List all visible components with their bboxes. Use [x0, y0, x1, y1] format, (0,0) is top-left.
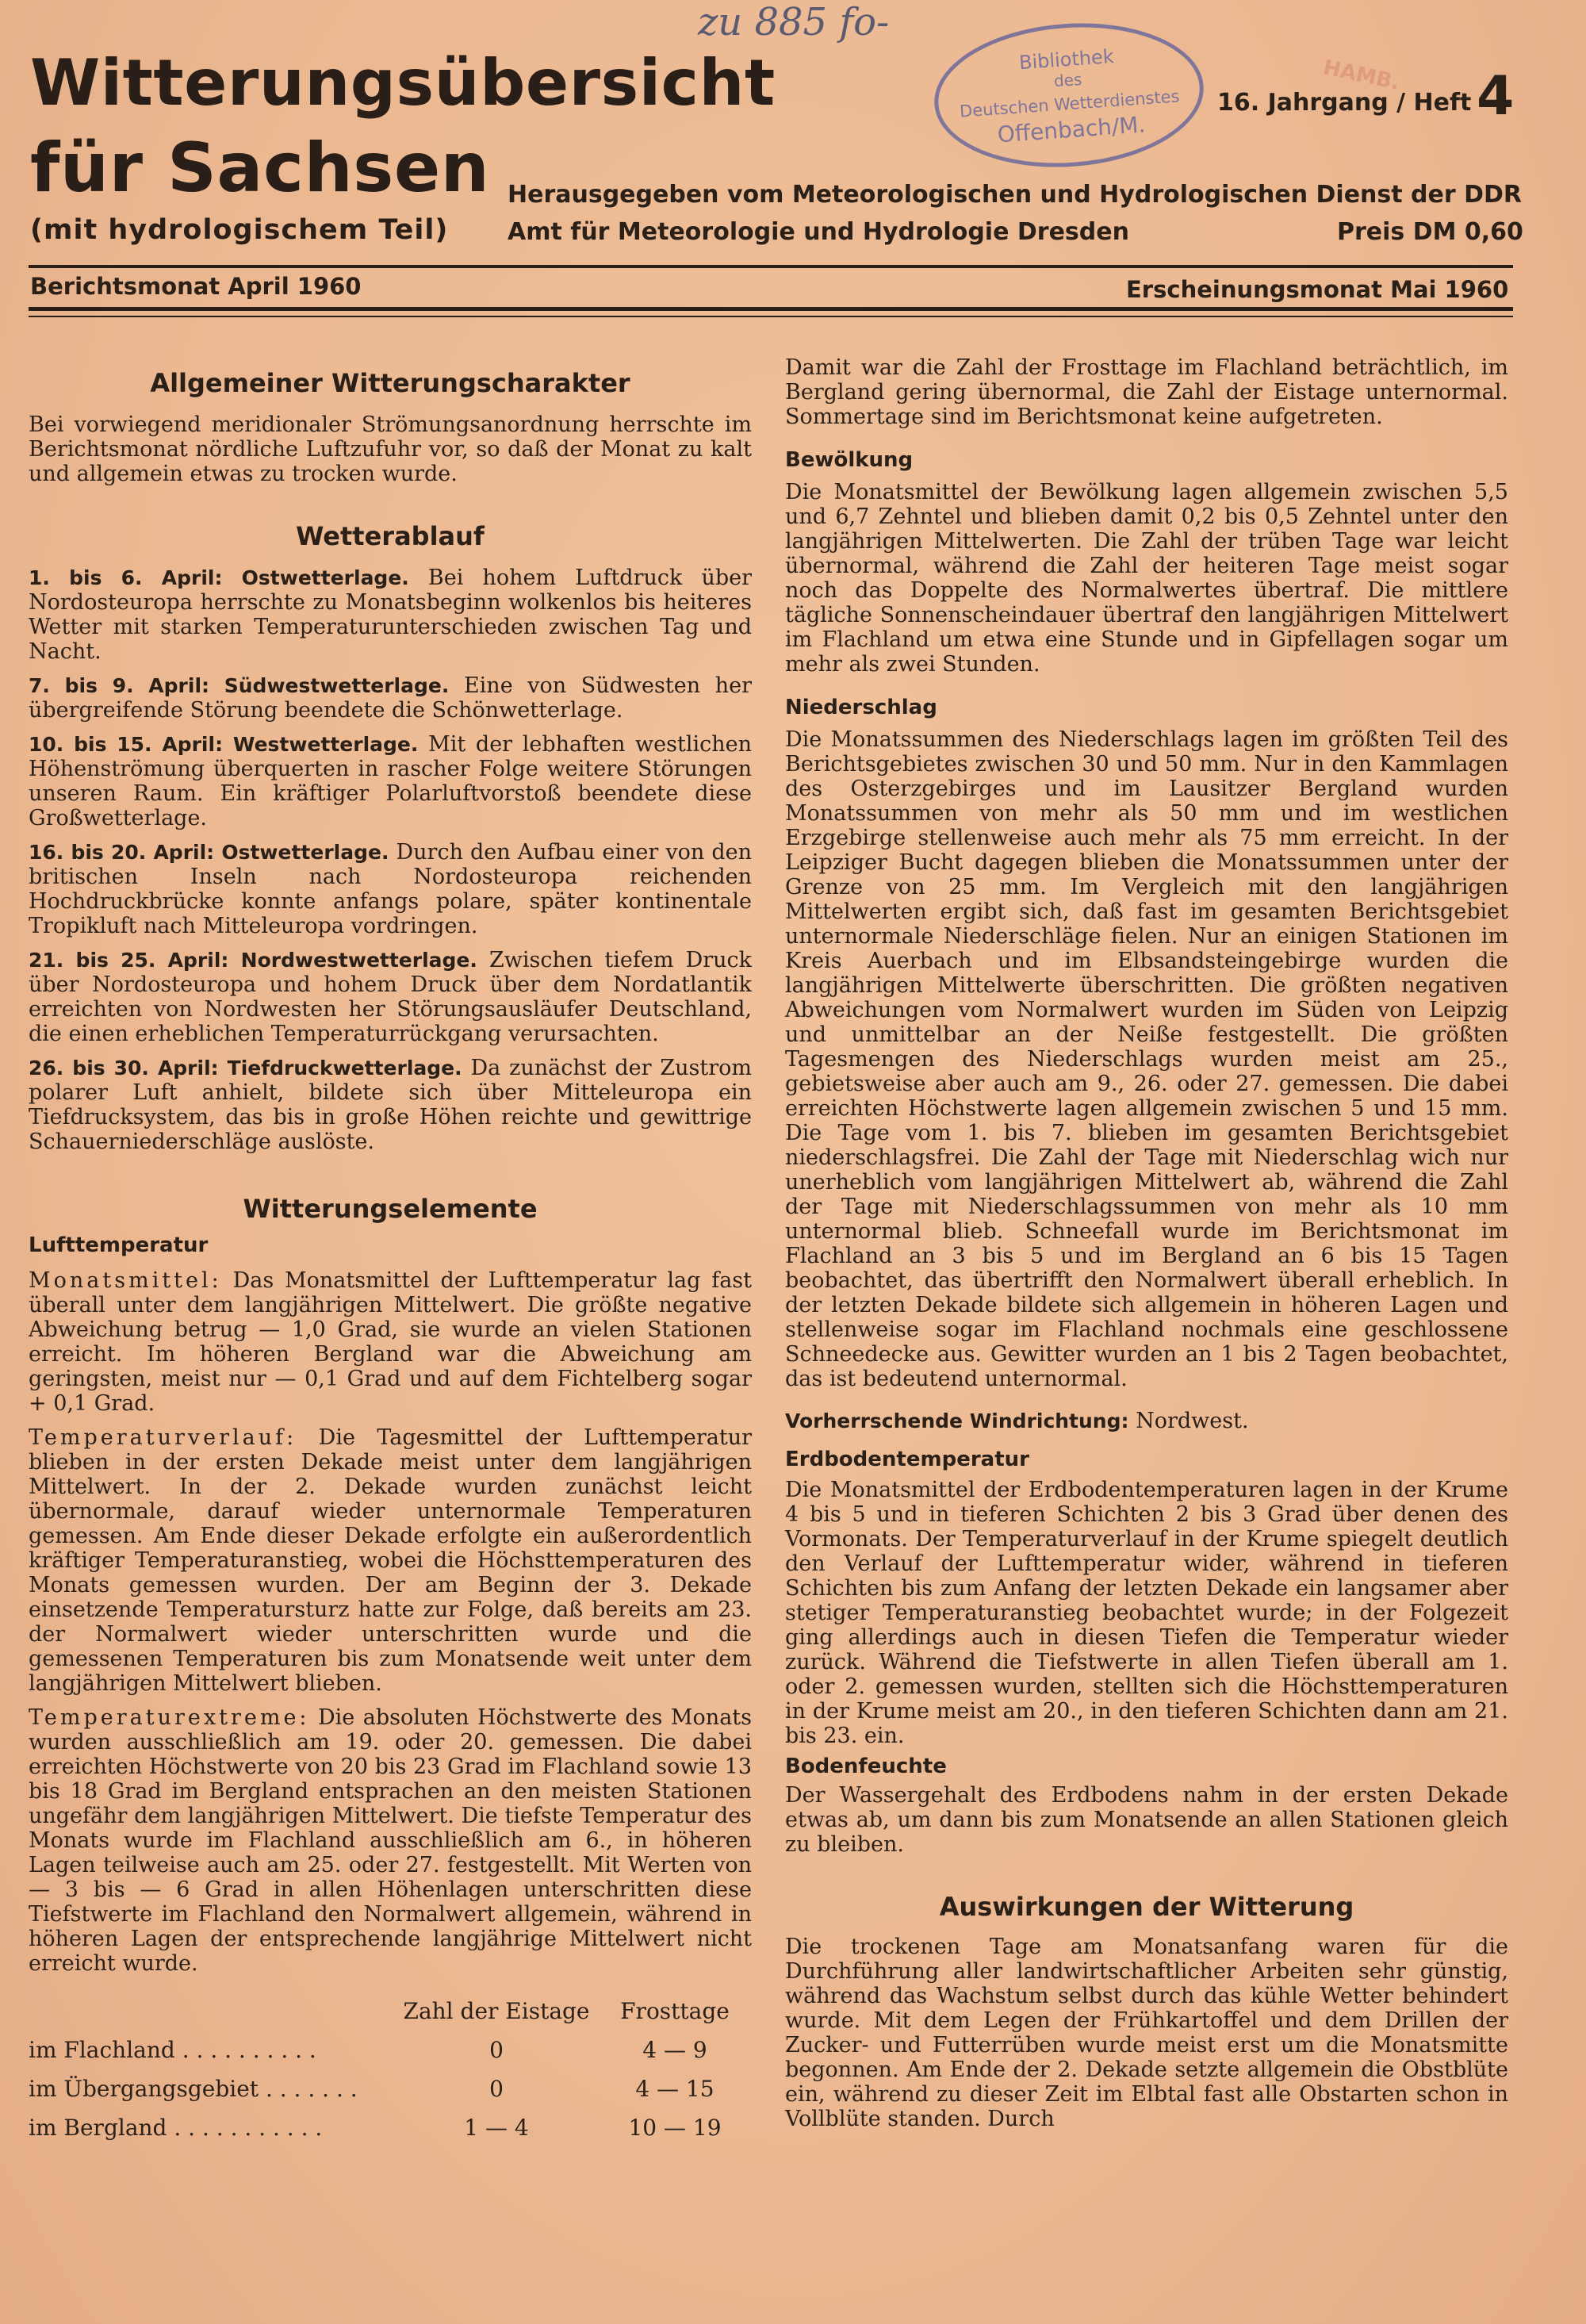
- publication-region: für Sachsen: [30, 128, 490, 208]
- term-text: Die absoluten Höchstwerte des Monats wurden ausschließlich am 19. oder 20. gemessen. Die dabei erreichten Höchstwerte von 20 bis 23 Grad im Flachland sowie 13 bis 18 Grad im Bergland entsprachen an den meisten Stationen ungefähr dem langjährigen Mittelwert. Die tiefste Temperatur des Monats wurde im Flachland ausschließlich am 6., in höheren Lagen teilweise auch am 25. oder 27. festgestellt. Mit Werten von — 3 bis — 6 Grad in allen Höhenlagen unterschritten diese Tiefstwerte im Flachland den Normalwert allgemein, während in höheren Lagen der entsprechende langjährige Mittelwert nicht erreicht wurde.: [29, 1705, 752, 1976]
- faint-stamp: HAMB.: [1320, 56, 1402, 95]
- wind-label: Vorherrschende Windrichtung:: [785, 1409, 1129, 1432]
- leader-dots: . . . . . . . . . . .: [174, 2115, 323, 2141]
- subheading-soil-temperature: Erdbodentemperatur: [785, 1448, 1029, 1471]
- divider: [29, 316, 1513, 317]
- right-column: [785, 355, 1508, 2131]
- section-heading-weather-course: Wetterablauf: [296, 521, 485, 551]
- cell-frost-days: 4 — 9: [642, 2037, 707, 2063]
- subheading-air-temperature: Lufttemperatur: [29, 1233, 209, 1257]
- leader-dots: . . . . . . .: [265, 2076, 358, 2102]
- section-heading-effects: Auswirkungen der Witterung: [939, 1892, 1354, 1922]
- paragraph-frost-summary: Damit war die Zahl der Frosttage im Flachland beträchtlich, im Bergland gering übernormal, die Zahl der Eistage unternormal. Sommertage sind im Berichtsmonat keine aufgetreten.: [785, 355, 1508, 429]
- handwritten-note: zu 885 fo-: [698, 0, 890, 44]
- cell-ice-days: 1 — 4: [464, 2115, 529, 2141]
- cell-frost-days: 4 — 15: [635, 2076, 714, 2102]
- issue-number: 4: [1477, 65, 1515, 128]
- publisher-office: Amt für Meteorologie und Hydrologie Dresden: [508, 218, 1129, 246]
- cell-frost-days: 10 — 19: [628, 2115, 722, 2141]
- paragraph-precipitation: Die Monatssummen des Niederschlags lagen im größten Teil des Berichtsgebietes zwischen 30 und 50 mm. Nur in den Kammlagen des Osterzgebirges und im Lausitzer Bergland wurden Monatssummen von mehr als 50 mm und im westlichen Erzgebirge stellenweise auch mehr als 75 mm erreicht. In der Leipziger Bucht dagegen blieben die Monatssummen unter der Grenze von 25 mm. Im Vergleich mit den langjährigen Mittelwerten ergibt sich, daß fast im gesamten Berichtsgebiet unternormale Niederschläge fielen. Nur an einigen Stationen im Kreis Auerbach und im Elbsandsteingebirge wurden die langjährigen Mittelwerte überschritten. Die größten negativen Abweichungen vom Normalwert wurden im Süden von Leipzig und unmittelbar an der Neiße festgestellt. Die größten Tagesmengen des Niederschlags wurden meist am 25., gebietsweise aber auch am 9., 26. oder 27. gemessen. Die dabei erreichten Höchstwerte lagen allgemein zwischen 5 und 15 mm. Die Tage vom 1. bis 7. blieben im gesamten Berichtsgebiet niederschlagsfrei. Die Zahl der Tage mit Niederschlag wich nur unerheblich vom langjährigen Mittelwert ab, während die Zahl der Tage mit Niederschlagssummen von mehr als 10 mm unternormal blieb. Schneefall wurde im Berichtsmonat im Flachland an 3 bis 5 und im Bergland an 6 bis 15 Tagen beobachtet, das übertrifft den Normalwert überall erheblich. In der letzten Dekade bildete sich allgemein in höheren Lagen und stellenweise sogar im Flachland nochmals eine geschlossene Schneedecke aus. Gewitter wurden an 1 bis 2 Tagen beobachtet, das ist bedeutend unternormal.: [785, 727, 1508, 1391]
- weather-period: [29, 1056, 752, 1154]
- paragraph-temperature-extremes: [29, 1705, 752, 1976]
- period-text: Eine von Südwesten her übergreifende Störung beendete die Schönwetterlage.: [29, 673, 752, 723]
- price: Preis DM 0,60: [1337, 218, 1523, 246]
- paragraph-character: Bei vorwiegend meridionaler Strömungsanordnung herrschte im Berichtsmonat nördliche Luftzufuhr vor, so daß der Monat zu kalt und allgemein etwas zu trocken wurde.: [29, 412, 752, 486]
- report-month: Berichtsmonat April 1960: [30, 273, 362, 300]
- period-label: 1. bis 6. April: Ostwetterlage.: [29, 566, 409, 589]
- period-text: Durch den Aufbau einer von den britischen Inseln nach Nordosteuropa reichenden Hochdruckbrücke konnte anfangs polare, später kontinentale Tropikluft nach Mitteleuropa vordringen.: [29, 840, 752, 938]
- column-header-ice-days: Zahl der Eistage: [403, 1998, 590, 2024]
- paragraph-soil-temperature: Die Monatsmittel der Erdbodentemperaturen lagen in der Krume 4 bis 5 und in tieferen Schichten 2 bis 3 Grad über denen des Vormonats. Der Temperaturverlauf in der Krume spiegelt deutlich den Verlauf der Lufttemperatur wider, während in tieferen Schichten bis zum Anfang der letzten Dekade ein langsamer aber stetiger Temperaturanstieg beobachtet wurde; in der Folgezeit ging allerdings auch in diesen Tiefen die Temperatur wieder zurück. Während die Tiefstwerte in allen Tiefen überall am 1. oder 2. gemessen wurden, stellten sich die Höchsttemperaturen in der Krume meist am 20., in den tieferen Schichten dann am 21. bis 23. ein.: [785, 1478, 1508, 1748]
- weather-period: [29, 948, 752, 1046]
- paragraph-wind: [785, 1409, 1508, 1433]
- paragraph-soil-moisture: Der Wassergehalt des Erdbodens nahm in der ersten Dekade etwas ab, um dann bis zum Monatsende an allen Stationen gleich zu bleiben.: [785, 1783, 1508, 1857]
- row-label: im Flachland: [29, 2037, 175, 2063]
- period-label: 21. bis 25. April: Nordwestwetterlage.: [29, 949, 477, 972]
- period-text: Zwischen tiefem Druck über Nordosteuropa und hohem Druck über dem Nordatlantik erreichten von Nordwesten her Störungsausläufer Deutschland, die einen erheblichen Temperaturrückgang verursachten.: [29, 948, 752, 1046]
- stamp-line: Offenbach/M.: [996, 111, 1147, 148]
- volume-info: 16. Jahrgang / Heft: [1217, 89, 1472, 117]
- period-label: 7. bis 9. April: Südwestwetterlage.: [29, 674, 450, 697]
- stamp-line: des: [1053, 69, 1083, 91]
- section-heading-character: Allgemeiner Witterungscharakter: [150, 368, 630, 398]
- term-label: Temperaturextreme:: [29, 1705, 310, 1730]
- publisher-line: Herausgegeben vom Meteorologischen und Hydrologischen Dienst der DDR: [508, 181, 1523, 209]
- weather-period: [29, 673, 752, 723]
- period-label: 16. bis 20. April: Ostwetterlage.: [29, 841, 389, 864]
- term-text: Die Tagesmittel der Lufttemperatur blieben in der ersten Dekade meist unter dem langjährigen Mittelwert. In der 2. Dekade wurden zunächst leicht übernormale, darauf wieder unternormale Temperaturen gemessen. Am Ende dieser Dekade erfolgte ein außerordentlich kräftiger Temperaturanstieg, wobei die Höchsttemperaturen des Monats gemessen wurden. Der am Beginn der 3. Dekade einsetzende Temperatursturz hatte zur Folge, daß bereits am 23. der Normalwert wieder unterschritten wurde und die gemessenen Temperaturen bis zum Monatsende weit unter dem langjährigen Mittelwert blieben.: [29, 1425, 752, 1696]
- cell-ice-days: 0: [489, 2037, 504, 2063]
- cell-ice-days: 0: [489, 2076, 504, 2102]
- leader-dots: . . . . . . . . . .: [182, 2037, 316, 2063]
- row-label: im Übergangsgebiet: [29, 2076, 259, 2102]
- paragraph-monthly-mean: [29, 1268, 752, 1416]
- publication-title: Witterungsübersicht: [30, 46, 776, 120]
- section-heading-elements: Witterungselemente: [243, 1194, 538, 1224]
- left-column: [29, 355, 752, 2147]
- table-row: [29, 2031, 758, 2069]
- term-text: Das Monatsmittel der Lufttemperatur lag fast überall unter dem langjährigen Mittelwert. Die größte negative Abweichung betrug — 1,0 Grad, sie wurde an vielen Stationen erreicht. Im höheren Bergland war die Abweichung am geringsten, meist nur — 0,1 Grad und auf dem Fichtelberg sogar + 0,1 Grad.: [29, 1268, 752, 1416]
- ice-frost-days-table: [29, 1992, 758, 2147]
- period-text: Da zunächst der Zustrom polarer Luft anhielt, bildete sich über Mitteleuropa ein Tiefdrucksystem, das bis in große Höhen reichte und gewittrige Schauerniederschläge auslöste.: [29, 1056, 753, 1154]
- subheading-cloudiness: Bewölkung: [785, 448, 914, 472]
- publication-month: Erscheinungsmonat Mai 1960: [1126, 276, 1509, 303]
- wind-value: Nordwest.: [1128, 1409, 1249, 1433]
- divider: [29, 307, 1513, 311]
- publication-subtitle: (mit hydrologischem Teil): [30, 214, 449, 246]
- table-row: [29, 2069, 758, 2108]
- paragraph-temperature-course: [29, 1425, 752, 1696]
- stamp-line: Deutschen Wetterdienstes: [959, 86, 1181, 121]
- term-label: Temperaturverlauf:: [29, 1425, 297, 1450]
- column-header-frost-days: Frosttage: [620, 1998, 730, 2024]
- paragraph-cloudiness: Die Monatsmittel der Bewölkung lagen allgemein zwischen 5,5 und 6,7 Zehntel und blieben damit 0,2 bis 0,5 Zehntel unter den langjährigen Mittelwerten. Die Zahl der trüben Tage war leicht übernormal, während die Zahl der heiteren Tage meist sogar noch das Doppelte des Normalwertes übertraf. Die mittlere tägliche Sonnenscheindauer übertraf den langjährigen Mittelwert im Flachland um etwa eine Stunde und in Gipfellagen sogar um mehr als zwei Stunden.: [785, 480, 1508, 677]
- period-text: Mit der lebhaften westlichen Höhenströmung überquerten in rascher Folge weitere Störungen unseren Raum. Ein kräftiger Polarluftvorstoß beendete diese Großwetterlage.: [29, 732, 752, 830]
- weather-period: [29, 566, 752, 664]
- paragraph-effects: Die trockenen Tage am Monatsanfang waren für die Durchführung aller landwirtschaftlicher Arbeiten sehr günstig, während das Wachstum selbst durch das kühle Wetter behindert wurde. Mit dem Legen der Frühkartoffel und dem Drillen der Zucker- und Futterrüben wurde meist erst um die Monatsmitte begonnen. Am Ende der 2. Dekade setzte allgemein die Obstblüte ein, während zu dieser Zeit im Elbtal fast alle Obstarten schon in Vollblüte standen. Durch: [785, 1935, 1508, 2131]
- period-text: Bei hohem Luftdruck über Nordosteuropa herrschte zu Monatsbeginn wolkenlos bis heiteres Wetter mit starken Temperaturunterschieden zwischen Tag und Nacht.: [29, 566, 753, 664]
- table-header-row: [29, 1992, 758, 2031]
- subheading-soil-moisture: Bodenfeuchte: [785, 1755, 947, 1778]
- stamp-line: Bibliothek: [1018, 44, 1115, 75]
- row-label: im Bergland: [29, 2115, 167, 2141]
- weather-period: [29, 732, 752, 830]
- subheading-precipitation: Niederschlag: [785, 696, 937, 719]
- period-label: 26. bis 30. April: Tiefdruckwetterlage.: [29, 1057, 462, 1080]
- weather-period: [29, 840, 752, 938]
- period-label: 10. bis 15. April: Westwetterlage.: [29, 733, 419, 756]
- table-row: [29, 2108, 758, 2147]
- divider: [29, 265, 1513, 268]
- term-label: Monatsmittel:: [29, 1268, 222, 1293]
